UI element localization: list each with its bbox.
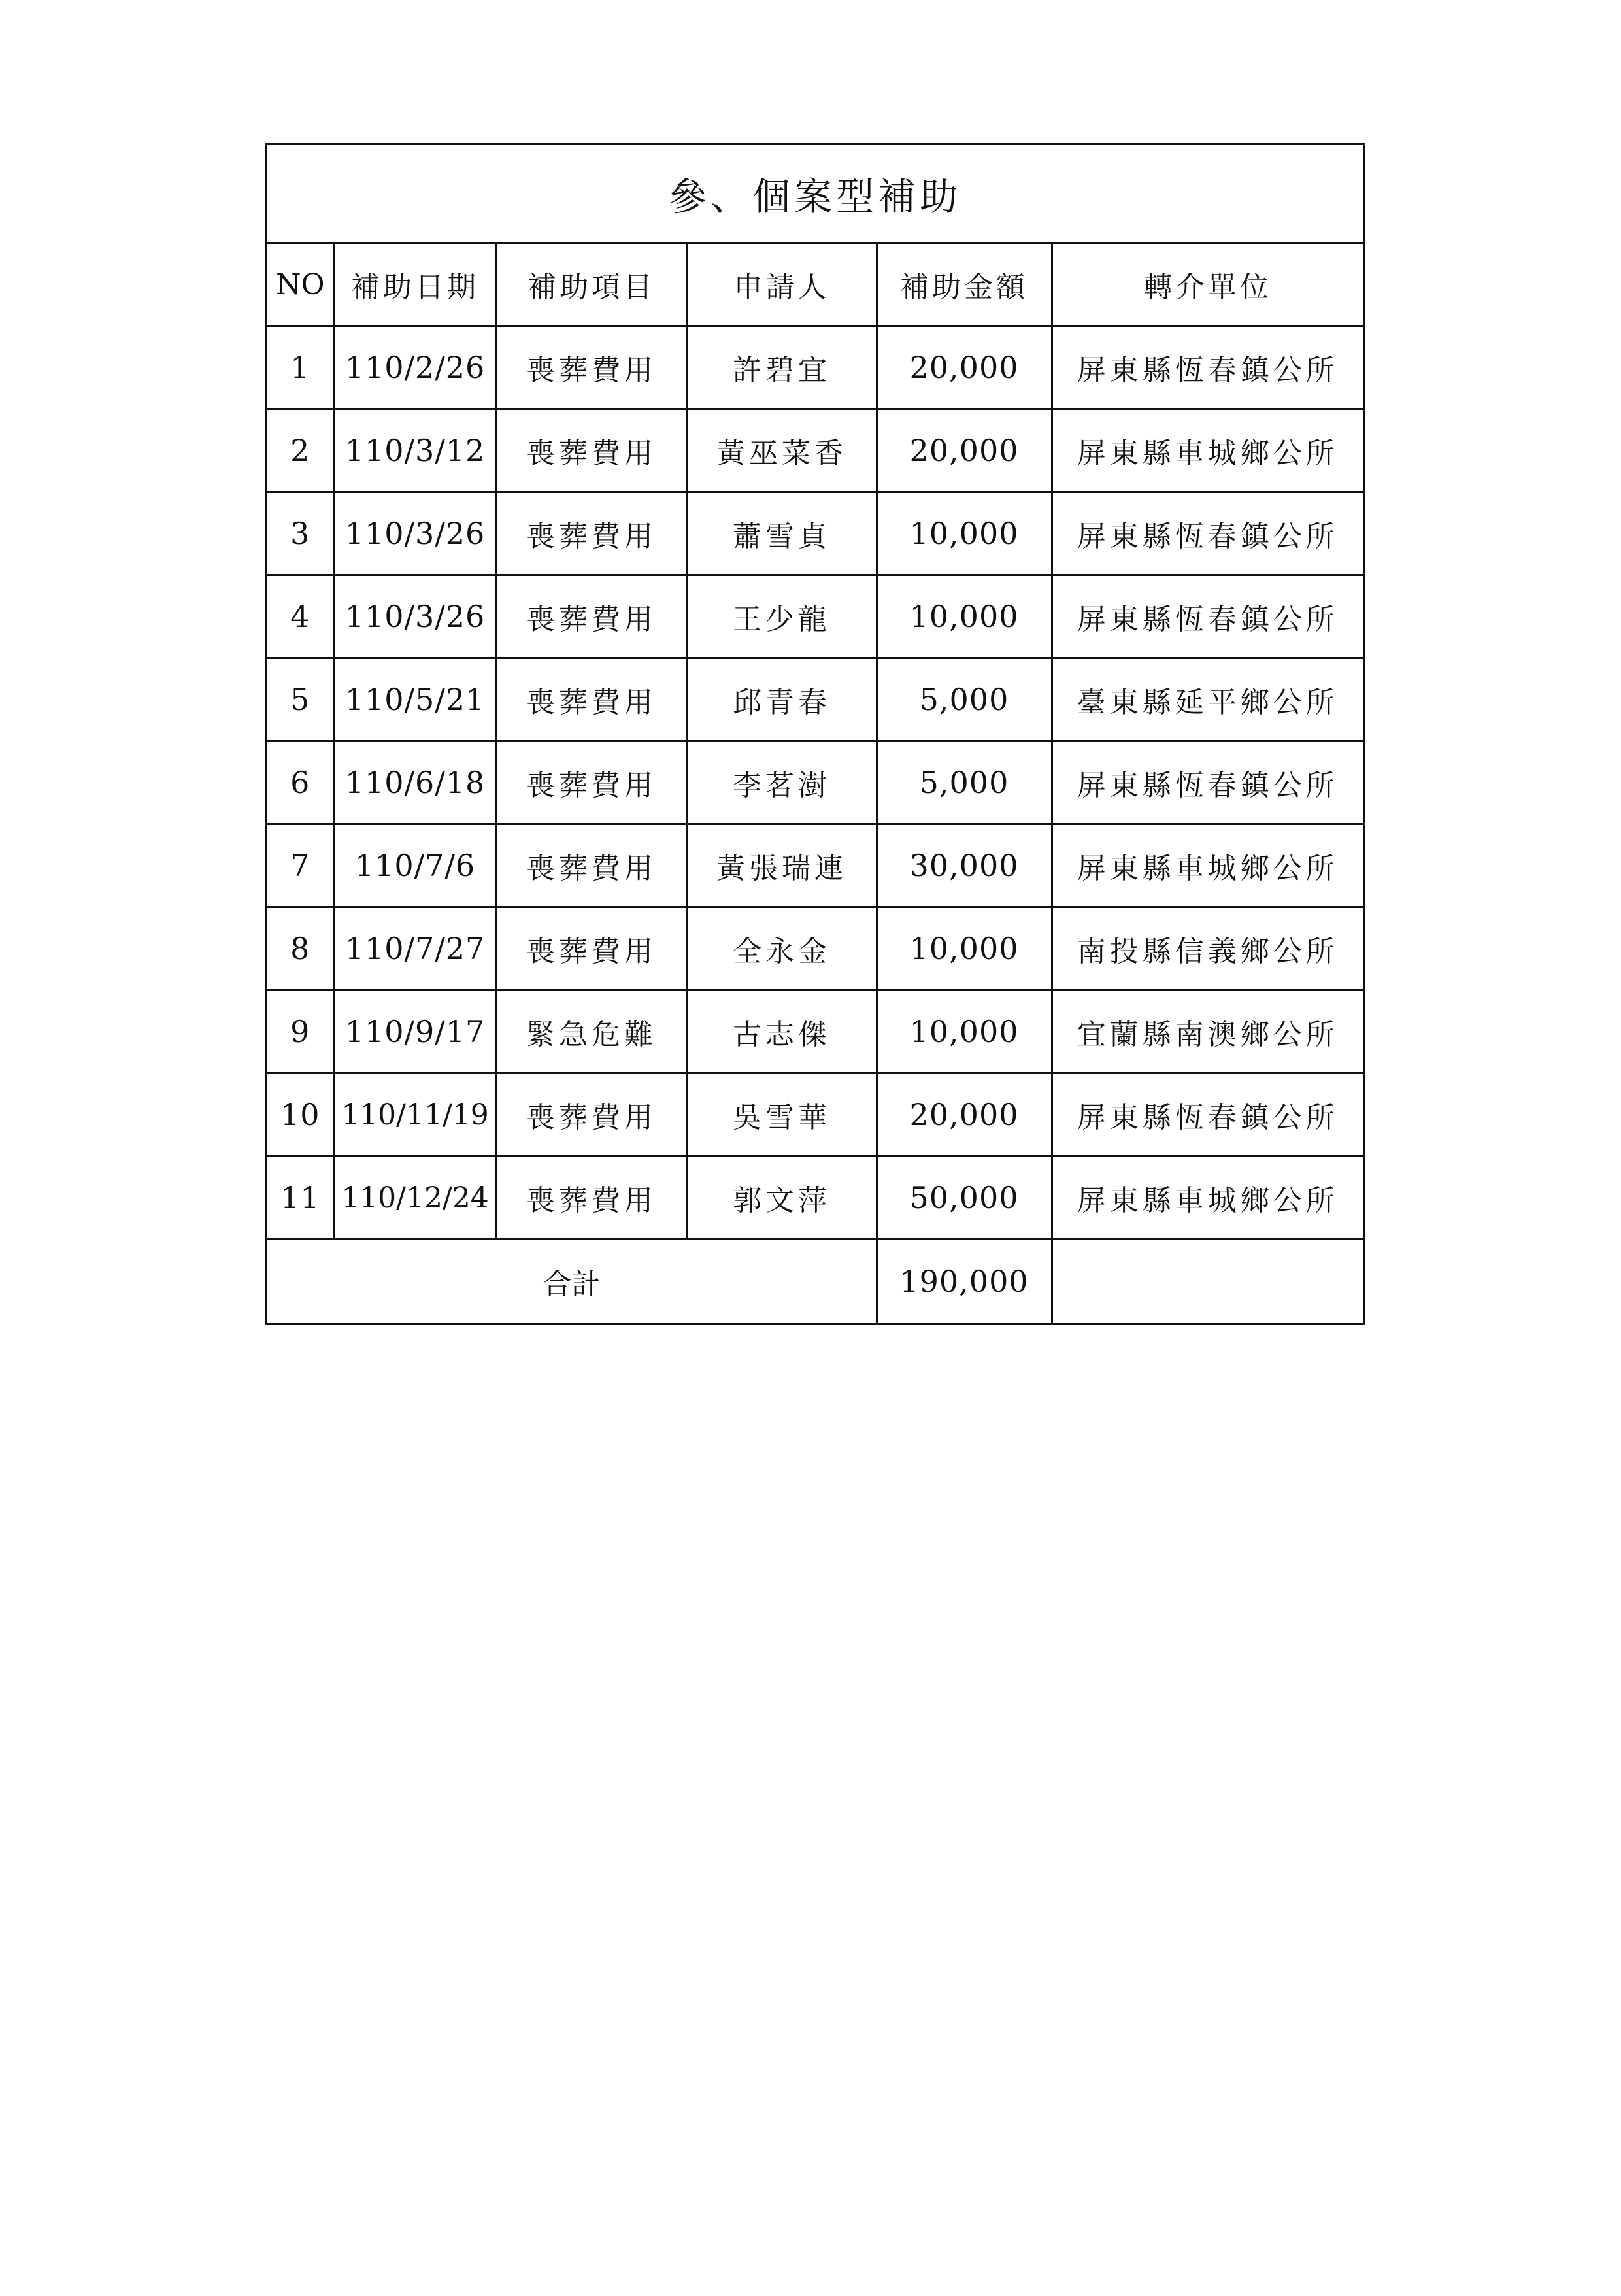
cell-referral: 屏東縣恆春鎮公所: [1052, 575, 1364, 658]
cell-applicant: 黃張瑞連: [687, 824, 877, 907]
cell-applicant: 郭文萍: [687, 1156, 877, 1240]
cell-item: 喪葬費用: [496, 658, 687, 741]
total-label: 合計: [266, 1240, 877, 1325]
table-row: [266, 575, 1364, 658]
cell-no: 9: [266, 990, 334, 1073]
cell-item: 喪葬費用: [496, 409, 687, 492]
cell-item: 喪葬費用: [496, 741, 687, 824]
cell-applicant: 王少龍: [687, 575, 877, 658]
cell-item: 喪葬費用: [496, 326, 687, 409]
cell-referral: 臺東縣延平鄉公所: [1052, 658, 1364, 741]
cell-date: 110/7/27: [334, 907, 496, 990]
cell-no: 10: [266, 1073, 334, 1156]
cell-date: 110/5/21: [334, 658, 496, 741]
total-empty-cell: [1052, 1240, 1364, 1325]
cell-date: 110/3/26: [334, 492, 496, 575]
header-no: NO: [266, 243, 334, 326]
header-referral: 轉介單位: [1052, 243, 1364, 326]
header-row: [266, 243, 1364, 326]
cell-item: 喪葬費用: [496, 907, 687, 990]
cell-amount: 20,000: [877, 409, 1052, 492]
header-item: 補助項目: [496, 243, 687, 326]
cell-date: 110/2/26: [334, 326, 496, 409]
cell-referral: 屏東縣車城鄉公所: [1052, 409, 1364, 492]
cell-referral: 宜蘭縣南澳鄉公所: [1052, 990, 1364, 1073]
table-title: 參、個案型補助: [266, 144, 1364, 243]
cell-date: 110/6/18: [334, 741, 496, 824]
cell-no: 1: [266, 326, 334, 409]
cell-item: 喪葬費用: [496, 1073, 687, 1156]
table-row: [266, 824, 1364, 907]
cell-amount: 5,000: [877, 741, 1052, 824]
header-amount: 補助金額: [877, 243, 1052, 326]
cell-applicant: 全永金: [687, 907, 877, 990]
cell-date: 110/3/12: [334, 409, 496, 492]
table-row: [266, 409, 1364, 492]
cell-referral: 屏東縣車城鄉公所: [1052, 1156, 1364, 1240]
cell-no: 7: [266, 824, 334, 907]
cell-applicant: 吳雪華: [687, 1073, 877, 1156]
cell-referral: 屏東縣恆春鎮公所: [1052, 492, 1364, 575]
cell-amount: 10,000: [877, 575, 1052, 658]
cell-amount: 10,000: [877, 492, 1052, 575]
table-row: [266, 907, 1364, 990]
cell-amount: 30,000: [877, 824, 1052, 907]
cell-amount: 20,000: [877, 1073, 1052, 1156]
table-row: [266, 658, 1364, 741]
title-row: [266, 144, 1364, 243]
cell-amount: 5,000: [877, 658, 1052, 741]
cell-applicant: 李茗澍: [687, 741, 877, 824]
cell-no: 2: [266, 409, 334, 492]
cell-amount: 20,000: [877, 326, 1052, 409]
cell-no: 6: [266, 741, 334, 824]
cell-applicant: 黃巫菜香: [687, 409, 877, 492]
cell-date: 110/3/26: [334, 575, 496, 658]
cell-date: 110/12/24: [334, 1156, 496, 1240]
table-row: [266, 326, 1364, 409]
cell-item: 喪葬費用: [496, 575, 687, 658]
subsidy-sheet: [265, 143, 1363, 1325]
cell-applicant: 許碧宜: [687, 326, 877, 409]
table-row: [266, 1156, 1364, 1240]
cell-referral: 屏東縣恆春鎮公所: [1052, 326, 1364, 409]
table-row: [266, 492, 1364, 575]
subsidy-table: [265, 143, 1365, 1325]
cell-item: 緊急危難: [496, 990, 687, 1073]
cell-applicant: 邱青春: [687, 658, 877, 741]
cell-amount: 50,000: [877, 1156, 1052, 1240]
cell-item: 喪葬費用: [496, 492, 687, 575]
cell-date: 110/7/6: [334, 824, 496, 907]
cell-date: 110/9/17: [334, 990, 496, 1073]
total-row: [266, 1240, 1364, 1325]
cell-amount: 10,000: [877, 990, 1052, 1073]
cell-date: 110/11/19: [334, 1073, 496, 1156]
cell-no: 3: [266, 492, 334, 575]
cell-applicant: 蕭雪貞: [687, 492, 877, 575]
table-row: [266, 990, 1364, 1073]
table-row: [266, 1073, 1364, 1156]
cell-item: 喪葬費用: [496, 1156, 687, 1240]
cell-no: 5: [266, 658, 334, 741]
table-row: [266, 741, 1364, 824]
cell-applicant: 古志傑: [687, 990, 877, 1073]
cell-amount: 10,000: [877, 907, 1052, 990]
cell-referral: 南投縣信義鄉公所: [1052, 907, 1364, 990]
cell-referral: 屏東縣恆春鎮公所: [1052, 741, 1364, 824]
cell-referral: 屏東縣恆春鎮公所: [1052, 1073, 1364, 1156]
cell-no: 4: [266, 575, 334, 658]
header-date: 補助日期: [334, 243, 496, 326]
cell-item: 喪葬費用: [496, 824, 687, 907]
header-applicant: 申請人: [687, 243, 877, 326]
cell-no: 11: [266, 1156, 334, 1240]
total-amount: 190,000: [877, 1240, 1052, 1325]
cell-no: 8: [266, 907, 334, 990]
cell-referral: 屏東縣車城鄉公所: [1052, 824, 1364, 907]
